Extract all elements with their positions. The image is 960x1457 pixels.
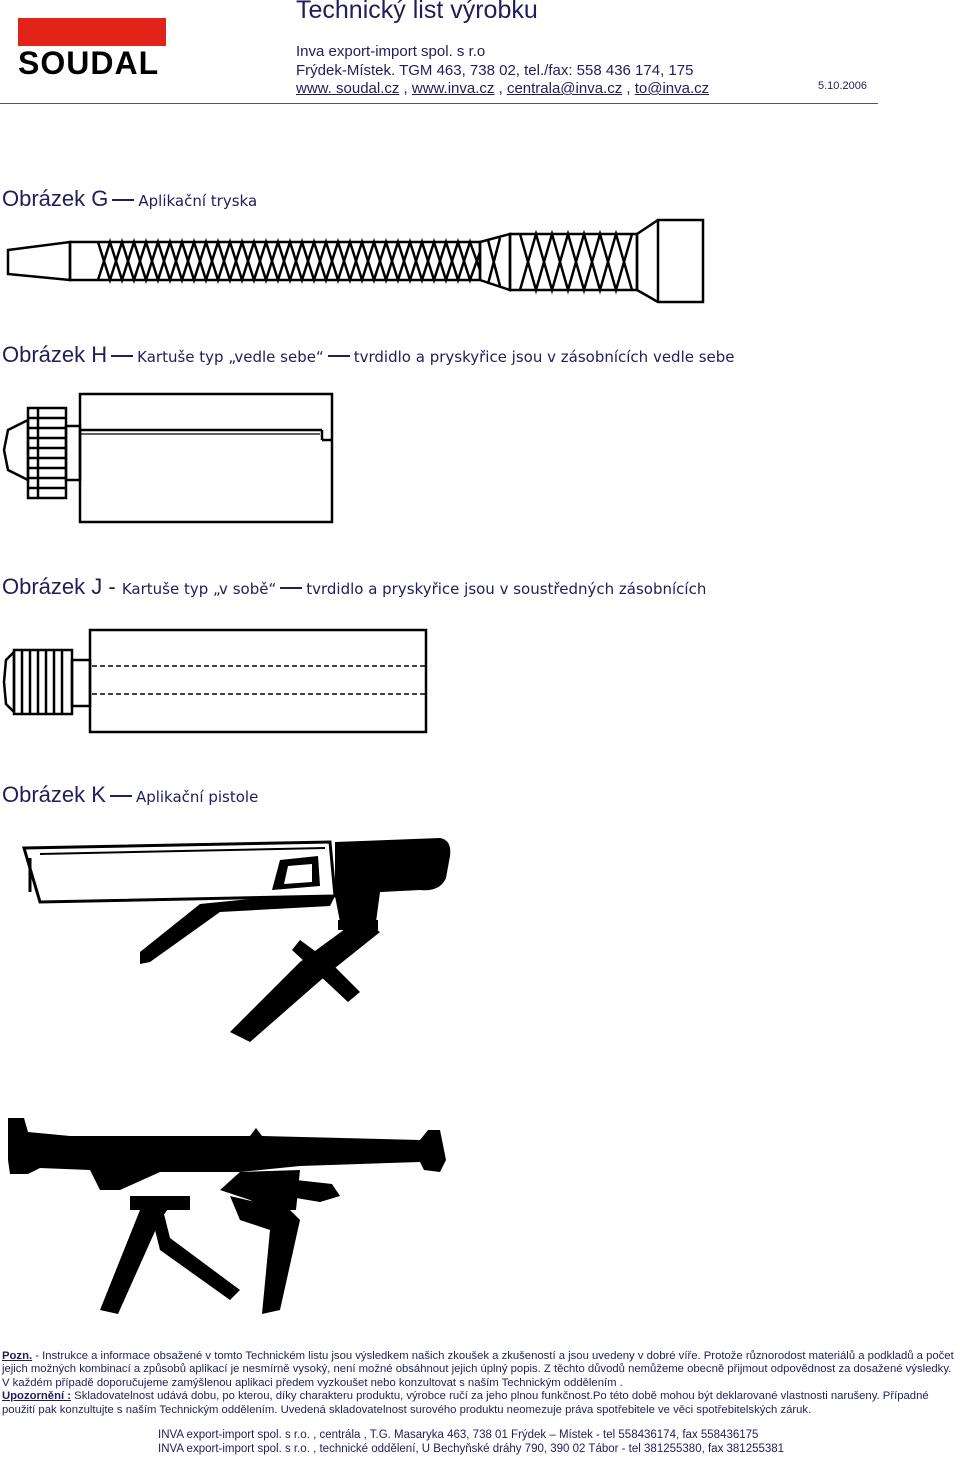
note-text: - Instrukce a informace obsažené v tomto Technickém listu jsou výsledkem našich zkoušek a zkušeností a jsou uvedeny v dobré víře. Protože různorodost materiálů a podkladů a počet jejich možných kombinací a způsobů aplikací je nesmírně vysoký, není možné obsáhnout jejich úplný popis. Z těchto důvodů nemůžeme obecně přijmout odpovědnost za dosažené výsledky. V každém případě doporučujeme zamýšlenou aplikaci předem vyzkoušet nebo konzultovat s naším Technickým oddělením .: [2, 1350, 954, 1389]
dash: [112, 199, 134, 201]
single-applicator-gun-drawing: [0, 1110, 460, 1320]
note-paragraph: [2, 1350, 958, 1390]
figure-j-desc-a: Kartuše typ „v sobě“: [121, 580, 277, 598]
footer-line-2: INVA export-import spol. s r.o. , technické oddělení, U Bechyňské dráhy 790, 390 02 Tábor - tel 381255380, fax 381255381: [158, 1443, 785, 1455]
dash: [111, 355, 133, 357]
dash: [328, 355, 350, 357]
figure-j-desc-b: tvrdidlo a pryskyřice jsou v soustředných zásobnících: [306, 580, 707, 598]
figure-k-desc: Aplikační pistole: [135, 788, 259, 806]
figure-k-heading: [2, 782, 258, 808]
warning-paragraph: [2, 1390, 958, 1417]
figure-k-label: Obrázek K: [2, 782, 106, 807]
link-separator: ,: [622, 80, 635, 97]
figure-h-heading: [2, 342, 735, 368]
figure-g-heading: [2, 186, 257, 212]
company-name: Inva export-import spol. s r.o: [296, 43, 486, 60]
page-title: Technický list výrobku: [296, 0, 538, 24]
figure-h-desc-b: tvrdidlo a pryskyřice jsou v zásobnících vedle sebe: [353, 348, 735, 366]
dash: [110, 795, 132, 797]
link-separator: ,: [399, 80, 412, 97]
note-label: Pozn.: [2, 1350, 33, 1362]
dash: [280, 587, 302, 589]
link-separator: ,: [494, 80, 507, 97]
concentric-cartridge-drawing: [0, 626, 440, 738]
figure-h-desc-a: Kartuše typ „vedle sebe“: [137, 348, 324, 366]
figure-g-desc: Aplikační tryska: [138, 192, 258, 210]
side-by-side-cartridge-drawing: [0, 388, 340, 528]
warning-label: Upozornění :: [2, 1390, 72, 1403]
notes-section: [2, 1350, 958, 1417]
figure-h-label: Obrázek H: [2, 342, 108, 367]
logo-text: SOUDAL: [18, 45, 160, 78]
link-centrala-email[interactable]: centrala@inva.cz: [506, 80, 623, 97]
company-address: Frýdek-Místek. TGM 463, 738 02, tel./fax: 558 436 174, 175: [296, 62, 694, 79]
link-to-email[interactable]: to@inva.cz: [634, 80, 710, 97]
link-soudal[interactable]: www. soudal.cz: [296, 80, 400, 97]
document-date: 5.10.2006: [818, 80, 867, 92]
contact-links: [296, 80, 709, 97]
figure-j-label: Obrázek J -: [2, 574, 116, 599]
link-inva[interactable]: www.inva.cz: [411, 80, 495, 97]
nozzle-drawing: [0, 212, 720, 312]
header-divider: [0, 103, 878, 104]
footer-line-1: INVA export-import spol. s r.o. , centrála , T.G. Masaryka 463, 738 01 Frýdek – Místek - tel 558436174, fax 558436175: [158, 1429, 759, 1441]
figure-j-heading: [2, 574, 706, 600]
dual-applicator-gun-drawing: [0, 832, 460, 1052]
warning-text: Skladovatelnost udává dobu, po kterou, díky charakteru produktu, výrobce ručí za jeho plnou funkčnost.Po této době mohou být deklarované vlastnosti narušeny. Případné použití pak konzultujte s naším Technickým oddělením. Uvedená skladovatelnost surového produktu neomezuje práva spotřebitele ve věci spotřebitelských záruk.: [2, 1390, 929, 1416]
figure-g-label: Obrázek G: [2, 186, 109, 211]
soudal-logo: [18, 18, 168, 78]
